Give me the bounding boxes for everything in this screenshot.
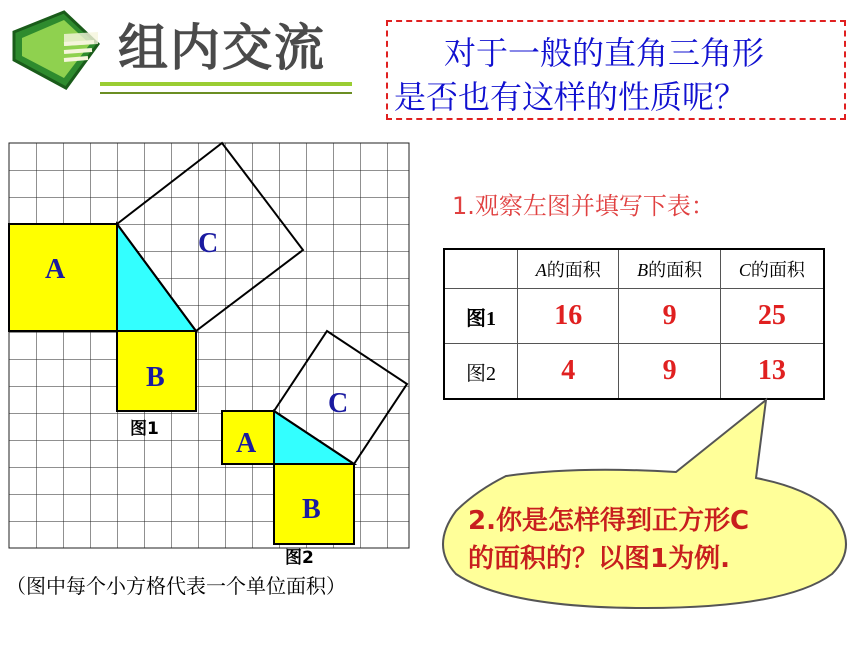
fig1-label-c: C <box>198 228 219 259</box>
table-row-label: 图1 <box>444 289 518 344</box>
table-row <box>444 344 824 400</box>
question-line-2: 是否也有这样的性质呢？ <box>394 78 747 116</box>
table-header-cell <box>444 249 518 289</box>
table-header-cell: C的面积 <box>720 249 824 289</box>
fig2-label-c: C <box>328 388 349 419</box>
instruction-text: 1.观察左图并填写下表： <box>452 192 715 220</box>
fig1-label-b: B <box>146 362 165 393</box>
table-header-cell: A的面积 <box>518 249 619 289</box>
table-header-row <box>444 249 824 289</box>
bubble-line-2: 的面积的？以图1为例. <box>468 544 730 574</box>
fig2-caption: 图2 <box>285 548 314 568</box>
table-cell: 25 <box>720 289 824 344</box>
fig1-label-a: A <box>45 254 66 285</box>
table-row <box>444 289 824 344</box>
grid-caption: （图中每个小方格代表一个单位面积） <box>6 574 346 598</box>
table-cell: 9 <box>619 344 720 400</box>
table-cell: 16 <box>518 289 619 344</box>
table-row-label: 图2 <box>444 344 518 400</box>
page-title: 组内交流 <box>118 19 326 77</box>
fig2-label-b: B <box>302 494 321 525</box>
grid-figure <box>0 0 440 600</box>
table-cell: 9 <box>619 289 720 344</box>
bubble-line-1: 2.你是怎样得到正方形C <box>468 506 750 536</box>
table-cell: 4 <box>518 344 619 400</box>
area-table <box>443 248 825 400</box>
fig1-caption: 图1 <box>130 419 159 439</box>
table-header-cell: B的面积 <box>619 249 720 289</box>
table-cell: 13 <box>720 344 824 400</box>
question-line-1: 对于一般的直角三角形 <box>444 34 765 72</box>
fig2-label-a: A <box>236 428 257 459</box>
